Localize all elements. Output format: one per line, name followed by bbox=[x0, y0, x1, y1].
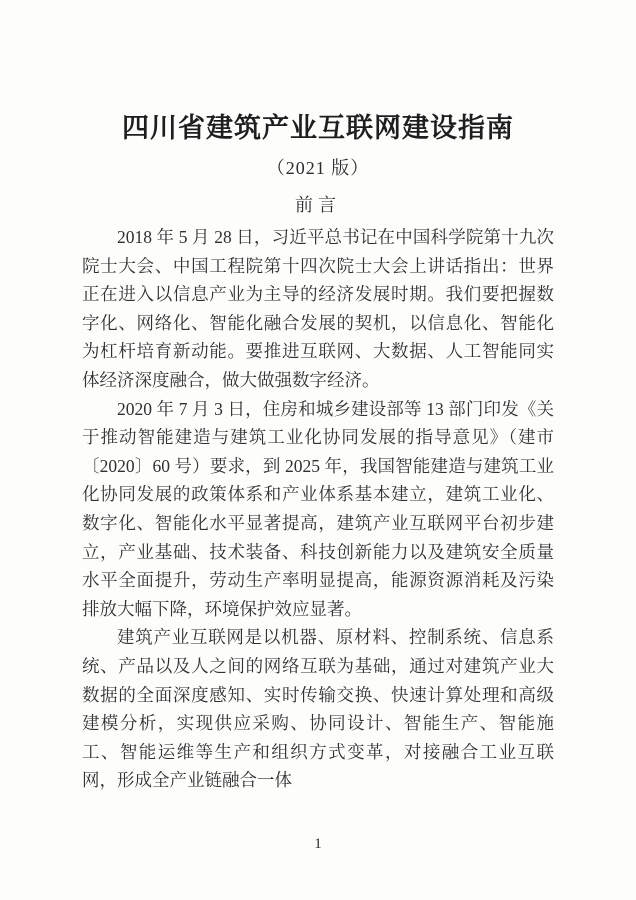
document-title: 四川省建筑产业互联网建设指南 bbox=[122, 113, 514, 143]
preface-paragraph-2: 2020 年 7 月 3 日，住房和城乡建设部等 13 部门印发《关于推动智能建造与建筑工业化协同发展的指导意见》（建市〔2020〕60 号）要求，到 2025 年，我国智能建造与建筑工业化协同发展的政策体系和产业体系基本建立，建筑工业化、数字化、智能化水平显著提高，建筑产业互联网平台初步建立，产业基础、技术装备、科技创新能力以及建筑安全质量水平全面提升，劳动生产率明显提高，能源资源消耗及污染排放大幅下降，环境保护效应显著。 bbox=[82, 398, 554, 619]
document-subtitle: （2021 版） bbox=[266, 158, 370, 178]
page-number: 1 bbox=[314, 836, 322, 852]
document-body bbox=[82, 223, 554, 795]
section-heading-preface: 前言 bbox=[295, 195, 341, 215]
preface-paragraph-3: 建筑产业互联网是以机器、原材料、控制系统、信息系统、产品以及人之间的网络互联为基础，通过对建筑产业大数据的全面深度感知、实时传输交换、快速计算处理和高级建模分析，实现供应采购、协同设计、智能生产、智能施工、智能运维等生产和组织方式变革，对接融合工业互联网，形成全产业链融合一体 bbox=[82, 627, 554, 791]
preface-paragraph-1: 2018 年 5 月 28 日，习近平总书记在中国科学院第十九次院士大会、中国工程院第十四次院士大会上讲话指出：世界正在进入以信息产业为主导的经济发展时期。我们要把握数字化、网络化、智能化融合发展的契机，以信息化、智能化为杠杆培育新动能。要推进互联网、大数据、人工智能同实体经济深度融合，做大做强数字经济。 bbox=[82, 227, 554, 390]
